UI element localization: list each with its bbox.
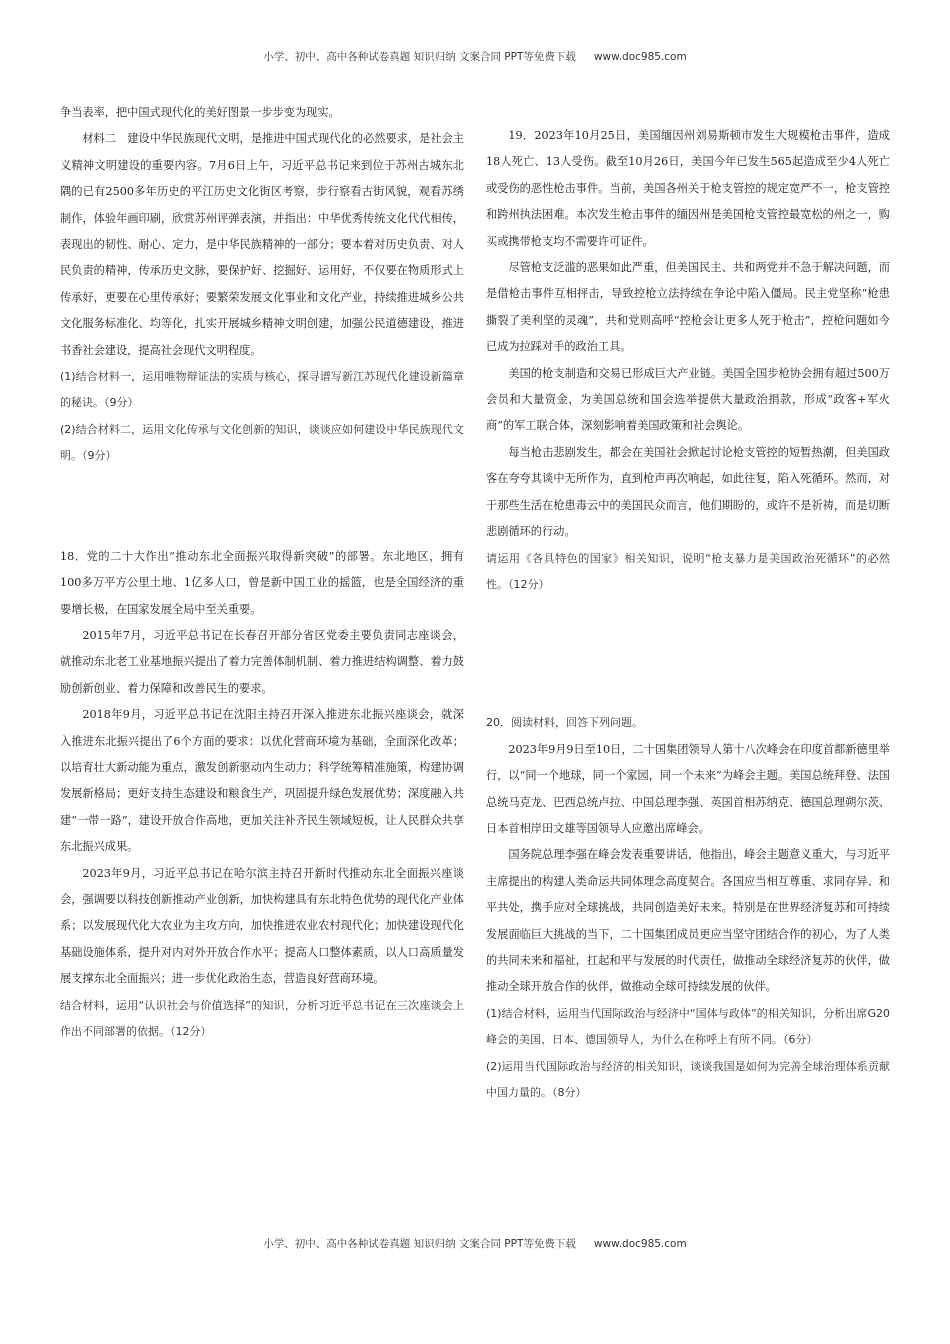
question-20-intro: 20．阅读材料，回答下列问题。 [486, 716, 643, 730]
question-18-intro: 18．党的二十大作出“推动东北全面振兴取得新突破”的部署。东北地区，拥有100多万平方公里土地、1亿多人口，曾是新中国工业的摇篮，也是全国经济的重要增长极，在国家发展全局中至关重要。 [60, 549, 464, 616]
footer-banner [0, 1236, 950, 1251]
question-19-paragraph-1: 19．2023年10月25日，美国缅因州刘易斯顿市发生大规模枪击事件，造成18人死亡、13人受伤。截至10月26日，美国今年已发生565起造成至少4人死亡或受伤的恶性枪击事件。当前，美国各州关于枪支管控的规定宽严不一，枪支管控和跨州执法困难。本次发生枪击事件的缅因州是美国枪支管控最宽松的州之一，购买或携带枪支均不需要许可证件。 [486, 129, 890, 248]
question-18-paragraph-2023: 2023年9月，习近平总书记在哈尔滨主持召开新时代推动东北全面振兴座谈会，强调要以科技创新推动产业创新，加快构建具有东北特色优势的现代化产业体系；以发展现代化大农业为主攻方向，加快推进农业农村现代化；加快建设现代化基础设施体系，提升对内对外开放合作水平；提高人口整体素质，以人口高质量发展支撑东北全面振兴；进一步优化政治生态，营造良好营商环境。 [60, 866, 464, 986]
answer-space [60, 470, 464, 544]
banner-url[interactable]: www.doc985.com [593, 1238, 687, 1250]
banner-text: 小学、初中、高中各种试卷真题 知识归纳 文案合同 PPT等免费下载 [263, 1238, 576, 1250]
answer-space [486, 598, 890, 710]
question-19-paragraph-3: 美国的枪支制造和交易已形成巨大产业链。美国全国步枪协会拥有超过500万会员和大量资金，为美国总统和国会选举提供大量政治捐款，形成“政客+军火商”的军工联合体，深刻影响着美国政策和社会舆论。 [486, 366, 890, 433]
question-18-ask: 结合材料，运用“认识社会与价值选择”的知识，分析习近平总书记在三次座谈会上作出不同部署的依据。（12分） [60, 998, 464, 1038]
material2-paragraph: 材料二 建设中华民族现代文明，是推进中国式现代化的必然要求，是社会主义精神文明建设的重要内容。7月6日上午，习近平总书记来到位于苏州古城东北隅的已有2500多年历史的平江历史文化街区考察，步行察看古街风貌，观看苏绣制作，体验年画印刷，欣赏苏州评弹表演，并指出：中华优秀传统文化代代相传，表现出的韧性、耐心、定力，是中华民族精神的一部分；要本着对历史负责、对人民负责的精神，传承历史文脉，要保护好、挖掘好、运用好，不仅要在物质形式上传承好，更要在心里传承好；要繁荣发展文化事业和文化产业，持续推进城乡公共文化服务标准化、均等化，扎实开展城乡精神文明创建，加强公民道德建设，推进书香社会建设，提高社会现代文明程度。 [60, 132, 464, 357]
right-column [486, 123, 890, 1106]
question-18-paragraph-2018: 2018年9月，习近平总书记在沈阳主持召开深入推进东北振兴座谈会，就深入推进东北振兴提出了6个方面的要求：以优化营商环境为基础，全面深化改革；以培育壮大新动能为重点，激发创新驱动内生动力；科学统筹精准施策，构建协调发展新格局；更好支持生态建设和粮食生产，巩固提升绿色发展优势；深度融入共建“一带一路”，建设开放合作高地，更加关注补齐民生领域短板，让人民群众共享东北振兴成果。 [60, 708, 464, 854]
question-17-2: (2)结合材料二，运用文化传承与文化创新的知识，谈谈应如何建设中华民族现代文明。（9分） [60, 422, 464, 463]
question-20-1: (1)结合材料，运用当代国际政治与经济中“国体与政体”的相关知识，分析出席G20峰会的美国、日本、德国领导人，为什么在称呼上有所不同。（6分） [486, 1006, 890, 1047]
banner-url[interactable]: www.doc985.com [593, 51, 687, 63]
material1-continuation: 争当表率，把中国式现代化的美好图景一步步变为现实。 [60, 106, 340, 119]
question-19-paragraph-4: 每当枪击悲剧发生，都会在美国社会掀起讨论枪支管控的短暂热潮，但美国政客在夸夸其谈中无所作为，直到枪声再次响起，如此往复，陷入死循环。然而，对于那些生活在枪患毒云中的美国民众而言，他们期盼的，或许不是祈祷，而是切断悲剧循环的行动。 [486, 445, 890, 539]
left-column [60, 100, 464, 1045]
question-20-paragraph-1: 2023年9月9日至10日，二十国集团领导人第十八次峰会在印度首都新德里举行，以“同一个地球，同一个家园，同一个未来”为峰会主题。美国总统拜登、法国总统马克龙、巴西总统卢拉、中国总理李强、英国首相苏纳克、德国总理朔尔茨、日本首相岸田文雄等国领导人应邀出席峰会。 [486, 742, 890, 835]
question-19-ask: 请运用《各具特色的国家》相关知识，说明“枪支暴力是美国政治死循环”的必然性。（12分） [486, 551, 890, 591]
question-20-paragraph-2: 国务院总理李强在峰会发表重要讲话，他指出，峰会主题意义重大，与习近平主席提出的构建人类命运共同体理念高度契合。各国应当相互尊重、求同存异、和平共处，携手应对全球挑战，共同创造美好未来。特别是在世界经济复苏和可持续发展面临巨大挑战的当下，二十国集团成员更应当坚守团结合作的初心，为了人类的共同未来和福祉，扛起和平与发展的时代责任，做推动全球经济复苏的伙伴，做推动全球开放合作的伙伴，做推动全球可持续发展的伙伴。 [486, 848, 890, 994]
question-20-2: (2)运用当代国际政治与经济的相关知识，谈谈我国是如何为完善全球治理体系贡献中国力量的。（8分） [486, 1059, 890, 1099]
banner-text: 小学、初中、高中各种试卷真题 知识归纳 文案合同 PPT等免费下载 [263, 51, 576, 63]
question-19-paragraph-2: 尽管枪支泛滥的恶果如此严重，但美国民主、共和两党并不急于解决问题，而是借枪击事件互相抨击，导致控枪立法持续在争论中陷入僵局。民主党坚称“枪患撕裂了美利坚的灵魂”，共和党则高呼“控枪会让更多人死于枪击”，控枪问题如今已成为拉踩对手的政治工具。 [486, 261, 890, 354]
question-17-1: (1)结合材料一，运用唯物辩证法的实质与核心，探寻谱写新江苏现代化建设新篇章的秘诀。（9分） [60, 370, 464, 410]
header-banner [0, 49, 950, 64]
question-18-paragraph-2015: 2015年7月，习近平总书记在长春召开部分省区党委主要负责同志座谈会，就推动东北老工业基地振兴提出了着力完善体制机制、着力推进结构调整、着力鼓励创新创业、着力保障和改善民生的要求。 [60, 628, 464, 695]
